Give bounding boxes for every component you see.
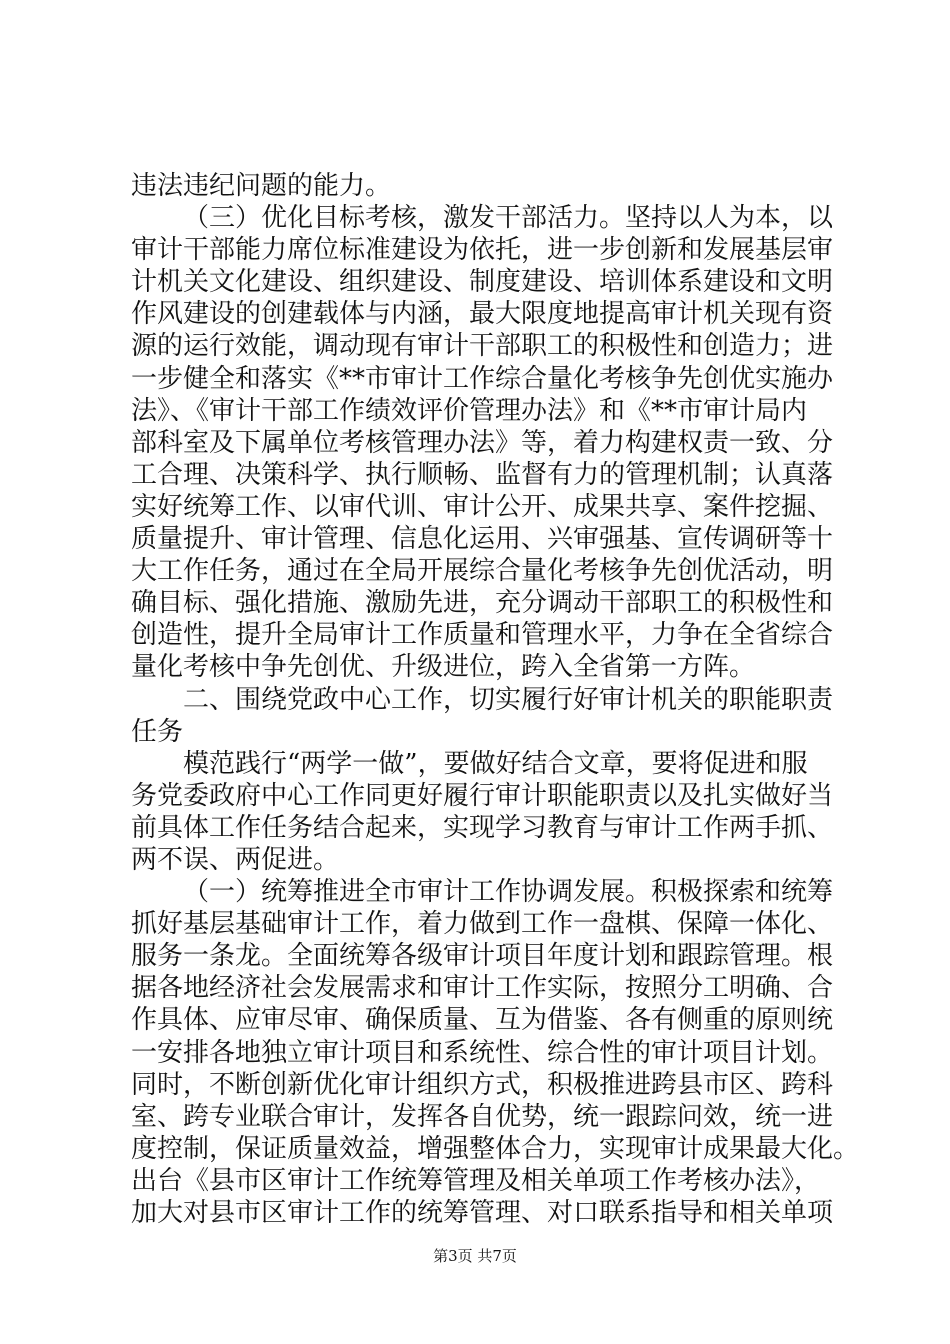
- text-line: 计机关文化建设、组织建设、制度建设、培训体系建设和文明: [131, 267, 834, 298]
- text-line: （一）统筹推进全市审计工作协调发展。积极探索和统筹: [183, 877, 834, 908]
- text-line: 抓好基层基础审计工作，着力做到工作一盘棋、保障一体化、: [131, 909, 834, 940]
- text-line: 作具体、应审尽审、确保质量、互为借鉴、各有侧重的原则统: [131, 1005, 834, 1036]
- text-line: 法》、《审计干部工作绩效评价管理办法》和《**市审计局内: [131, 395, 808, 426]
- text-line: 大工作任务，通过在全局开展综合量化考核争先创优活动，明: [131, 556, 834, 587]
- text-line: 出台《县市区审计工作统筹管理及相关单项工作考核办法》，: [131, 1165, 821, 1196]
- text-line: 同时，不断创新优化审计组织方式，积极推进跨县市区、跨科: [131, 1069, 834, 1100]
- page-footer: 第3页 共7页: [433, 1247, 517, 1265]
- text-line: 作风建设的创建载体与内涵，最大限度地提高审计机关现有资: [131, 299, 834, 330]
- section-heading-cont: 任务: [131, 716, 184, 747]
- text-line: 两不误、两促进。: [131, 844, 340, 875]
- text-line: 质量提升、审计管理、信息化运用、兴审强基、宣传调研等十: [131, 524, 834, 555]
- text-line: 违法违纪问题的能力。: [131, 171, 392, 201]
- text-line: 确目标、强化措施、激励先进，充分调动干部职工的积极性和: [131, 588, 834, 619]
- text-line: 服务一条龙。全面统筹各级审计项目年度计划和跟踪管理。根: [131, 941, 834, 972]
- text-line: 源的运行效能，调动现有审计干部职工的积极性和创造力；进: [131, 331, 834, 362]
- text-line: 工合理、决策科学、执行顺畅、监督有力的管理机制；认真落: [131, 459, 834, 490]
- text-line: 一安排各地独立审计项目和系统性、综合性的审计项目计划。: [131, 1037, 834, 1068]
- text-line: 前具体工作任务结合起来，实现学习教育与审计工作两手抓、: [131, 812, 834, 843]
- text-line: 室、跨专业联合审计，发挥各自优势，统一跟踪问效，统一进: [131, 1101, 834, 1132]
- text-line: 度控制，保证质量效益，增强整体合力，实现审计成果最大化。: [131, 1133, 860, 1164]
- text-line: 模范践行“两学一做”，要做好结合文章，要将促进和服: [183, 748, 808, 779]
- text-line: （三）优化目标考核，激发干部活力。坚持以人为本，以: [183, 203, 834, 234]
- body-text: [131, 170, 860, 1229]
- text-line: 审计干部能力席位标准建设为依托，进一步创新和发展基层审: [131, 235, 834, 266]
- text-line: 量化考核中争先创优、升级进位，跨入全省第一方阵。: [131, 652, 756, 683]
- section-heading: 二、围绕党政中心工作，切实履行好审计机关的职能职责: [183, 684, 834, 715]
- text-line: 据各地经济社会发展需求和审计工作实际，按照分工明确、合: [131, 973, 834, 1004]
- text-line: 务党委政府中心工作同更好履行审计职能职责以及扎实做好当: [131, 780, 834, 811]
- text-line: 一步健全和落实《**市审计工作综合量化考核争先创优实施办: [131, 363, 834, 394]
- text-line: 部科室及下属单位考核管理办法》等，着力构建权责一致、分: [131, 427, 834, 458]
- text-line: 创造性，提升全局审计工作质量和管理水平，力争在全省综合: [131, 620, 834, 651]
- text-line: 实好统筹工作、以审代训、审计公开、成果共享、案件挖掘、: [131, 491, 834, 522]
- text-line: 加大对县市区审计工作的统筹管理、对口联系指导和相关单项: [131, 1198, 834, 1228]
